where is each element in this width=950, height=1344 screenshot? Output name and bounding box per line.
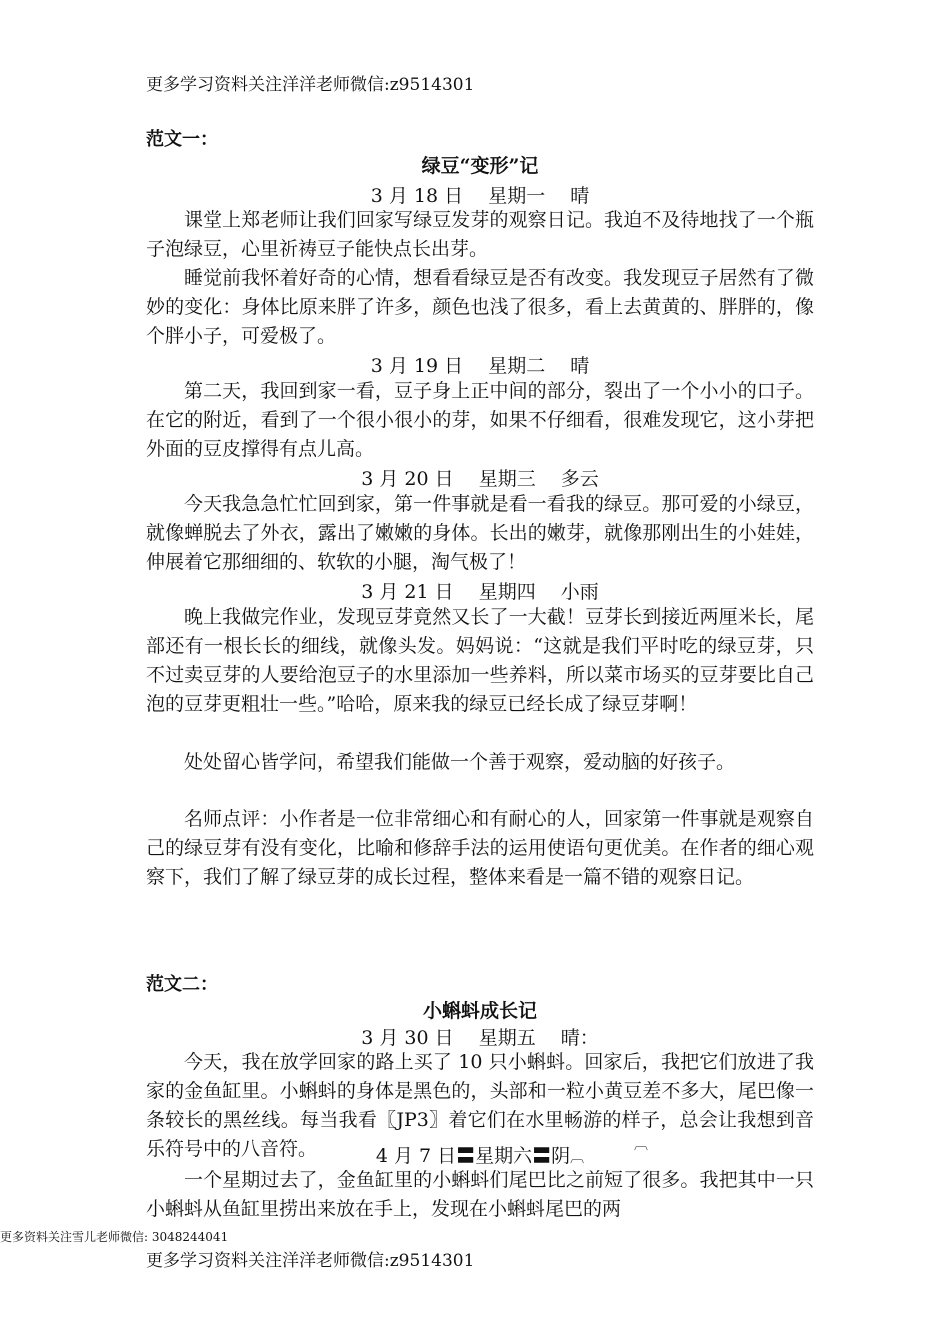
essay1-comment: 名师点评：小作者是一位非常细心和有耐心的人，回家第一件事就是观察自己的绿豆芽有没有变化，比喻和修辞手法的运用使语句更优美。在作者的细心观察下，我们了解了绿豆芽的成长过程，整体来看是一篇不错的观察日记。 <box>146 808 814 888</box>
glyph-mark-1: ︹ <box>634 1137 648 1153</box>
essay1-date-1: 3 月 18 日 星期一 晴 <box>370 185 590 207</box>
essay2-paragraph-2: 一个星期过去了，金鱼缸里的小蝌蚪们尾巴比之前短了很多。我把其中一只小蝌蚪从鱼缸里捞出来放在手上，发现在小蝌蚪尾巴的两 <box>146 1169 814 1220</box>
essay1-paragraph-1: 课堂上郑老师让我们回家写绿豆发芽的观察日记。我迫不及待地找了一个瓶子泡绿豆，心里祈祷豆子能快点长出芽。 <box>146 209 814 260</box>
essay1-date-2: 3 月 19 日 星期二 晴 <box>370 355 590 377</box>
essay1-date-4: 3 月 21 日 星期四 小雨 <box>361 581 599 603</box>
essay1-label: 范文一： <box>146 129 218 150</box>
essay2-date-1: 3 月 30 日 星期五 晴： <box>361 1027 599 1049</box>
essay1-title: 绿豆“变形”记 <box>421 155 539 177</box>
essay1-date-3: 3 月 20 日 星期三 多云 <box>361 468 599 490</box>
essay2-title: 小蝌蚪成长记 <box>422 1000 537 1022</box>
essay1-paragraph-3: 第二天，我回到家一看，豆子身上正中间的部分，裂出了一个小小的口子。在它的附近，看到了一个很小很小的芽，如果不仔细看，很难发现它，这小芽把外面的豆皮撑得有点儿高。 <box>146 380 814 460</box>
essay1-paragraph-5: 晚上我做完作业，发现豆芽竟然又长了一大截！豆芽长到接近两厘米长，尾部还有一根长长的细线，就像头发。妈妈说：“这就是我们平时吃的绿豆芽，只不过卖豆芽的人要给泡豆子的水里添加一些养料，所以菜市场买的豆芽要比自己泡的豆芽更粗壮一些。”哈哈，原来我的绿豆已经长成了绿豆芽啊！ <box>146 606 814 715</box>
essay2-date-2-line <box>146 1141 814 1168</box>
essay2-label: 范文二： <box>146 974 218 995</box>
header-note: 更多学习资料关注洋洋老师微信:z9514301 <box>146 75 475 95</box>
essay1-paragraph-6: 处处留心皆学问，希望我们能做一个善于观察，爱动脑的好孩子。 <box>184 751 736 773</box>
essay2-date-2: 4 月 7 日〓星期六〓阴 <box>375 1145 571 1167</box>
essay1-paragraph-4: 今天我急急忙忙回到家，第一件事就是看一看我的绿豆。那可爱的小绿豆，就像蝉脱去了外衣，露出了嫩嫩的身体。长出的嫩芽，就像那刚出生的小娃娃，伸展着它那细细的、软软的小腿，淘气极了！ <box>146 493 814 573</box>
glyph-mark-2: ︹ <box>570 1150 585 1166</box>
essay2-paragraph-1: 今天，我在放学回家的路上买了 10 只小蝌蚪。回家后，我把它们放进了我家的金鱼缸里。小蝌蚪的身体是黑色的，头部和一粒小黄豆差不多大，尾巴像一条较长的黑丝线。每当我看〖JP3〗着它们在水里畅游的样子，总会让我想到音乐符号中的八音符。 <box>146 1051 814 1160</box>
side-note: 更多资料关注雪儿老师微信: 3048244041 <box>0 1230 229 1244</box>
footer-note: 更多学习资料关注洋洋老师微信:z9514301 <box>146 1251 475 1271</box>
essay1-paragraph-2: 睡觉前我怀着好奇的心情，想看看绿豆是否有改变。我发现豆子居然有了微妙的变化：身体比原来胖了许多，颜色也浅了很多，看上去黄黄的、胖胖的，像个胖小子，可爱极了。 <box>146 267 814 347</box>
